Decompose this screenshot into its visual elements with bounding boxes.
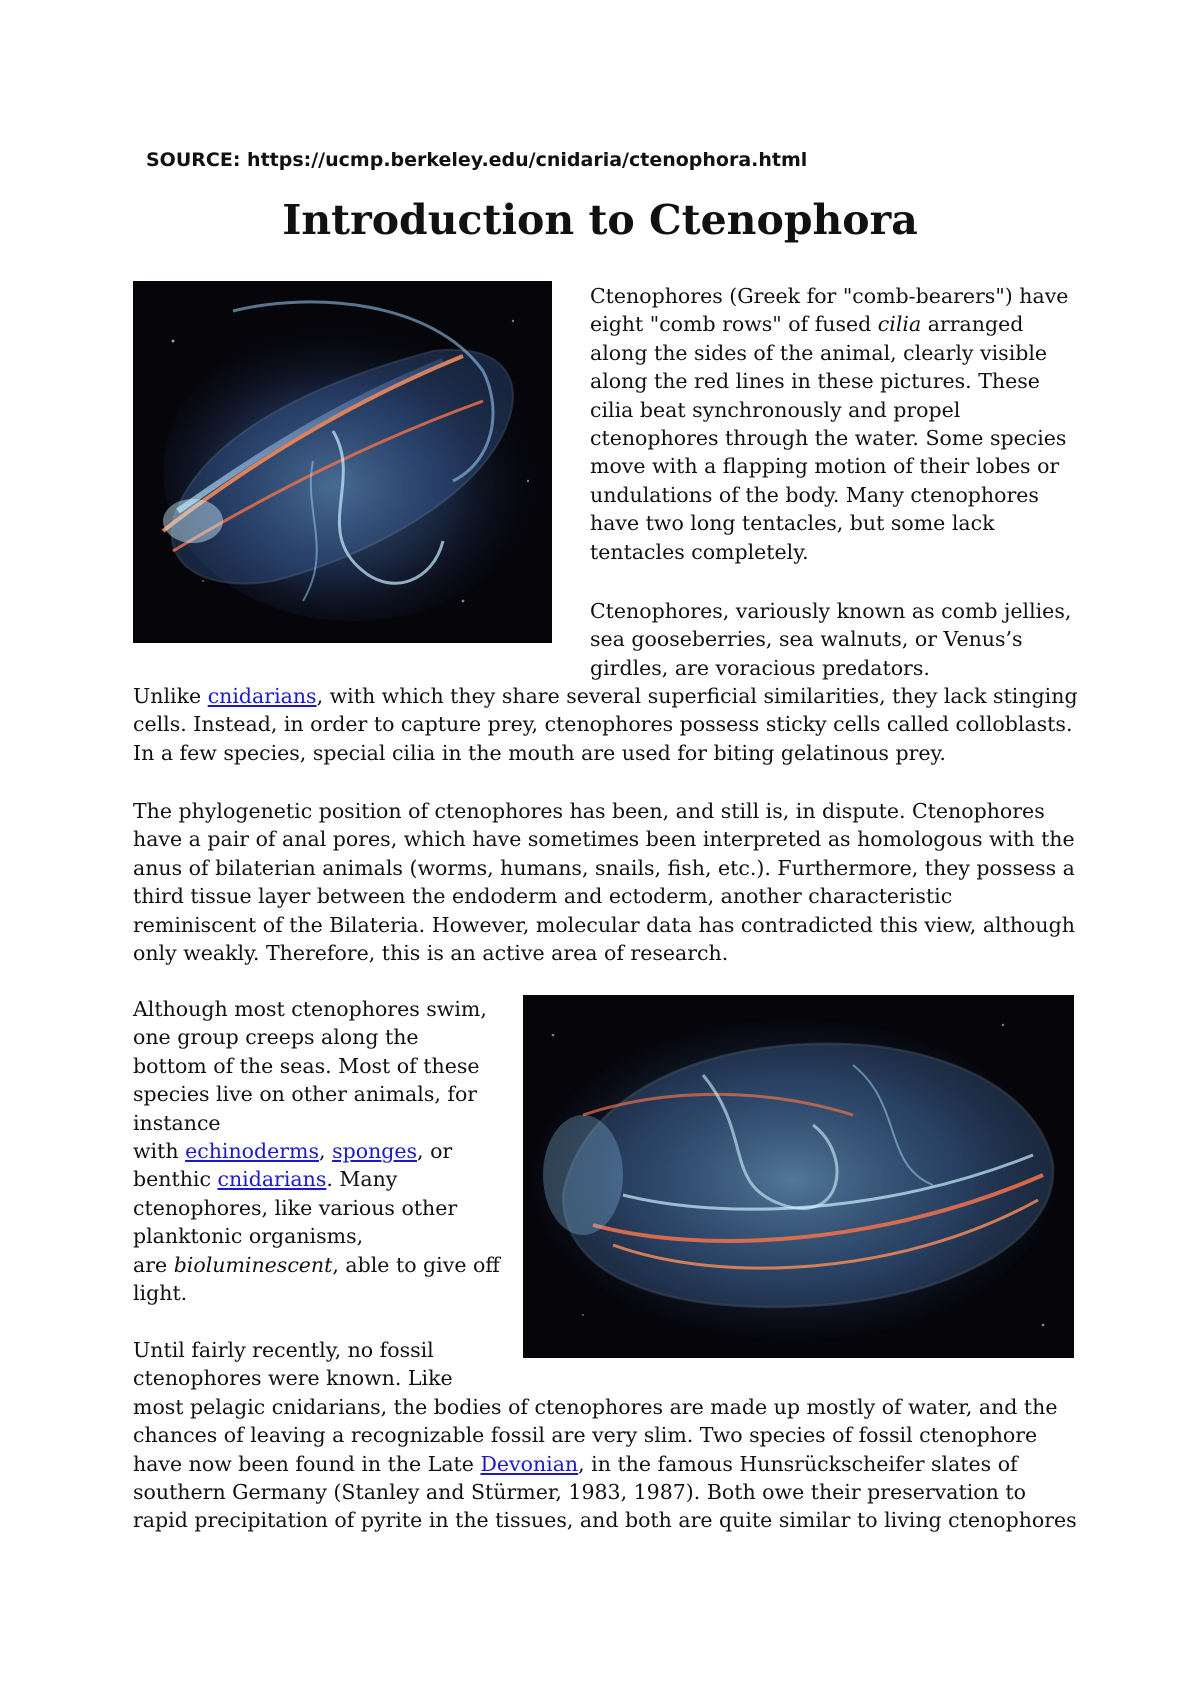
- text-line: Although most ctenophores swim,: [133, 997, 487, 1021]
- text-line: along the sides of the animal, clearly visible: [590, 340, 1048, 365]
- source-url: https://ucmp.berkeley.edu/cnidaria/ctenophora.html: [247, 149, 808, 171]
- text-line: along the red lines in these pictures. These: [590, 369, 1040, 394]
- text-line: light.: [133, 1281, 188, 1306]
- paragraph-intro: [590, 282, 1068, 566]
- text-line: ctenophores through the water. Some species: [590, 426, 1067, 451]
- echinoderms-link[interactable]: echinoderms: [185, 1139, 320, 1164]
- paragraph-phylogeny: [133, 797, 1075, 967]
- benthic-cnidarians-link[interactable]: cnidarians: [217, 1167, 327, 1192]
- ctenophore-photo-2: [523, 995, 1074, 1358]
- text-line: ctenophores, like various other: [133, 1195, 458, 1220]
- text-line: anus of bilaterian animals (worms, humans, snails, fish, etc.). Furthermore, they possess a: [133, 855, 1075, 880]
- text-line: sea gooseberries, sea walnuts, or Venus’s: [590, 627, 1023, 652]
- paragraph-predators: [590, 597, 1071, 682]
- text-line: one group creeps along the: [133, 1025, 419, 1050]
- text-line: rapid precipitation of pyrite in the tissues, and both are quite similar to living ctenophores: [133, 1508, 1077, 1533]
- text-line: most pelagic cnidarians, the bodies of ctenophores are made up mostly of water, and the: [133, 1394, 1058, 1419]
- sponges-link[interactable]: sponges: [332, 1139, 418, 1164]
- text-line: ctenophores were known. Like: [133, 1366, 453, 1391]
- text-line: tentacles completely.: [590, 539, 809, 564]
- text-line: cells. Instead, in order to capture prey, ctenophores possess sticky cells called colloblasts.: [133, 712, 1073, 737]
- text-line: have two long tentacles, but some lack: [590, 511, 995, 536]
- cilia-term: cilia: [877, 312, 922, 337]
- source-line: [146, 149, 807, 171]
- text-line: benthic cnidarians. Many: [133, 1167, 398, 1192]
- text-line: reminiscent of the Bilateria. However, molecular data has contradicted this view, although: [133, 912, 1075, 937]
- paragraph-predators-cont: [133, 682, 1078, 767]
- source-label: SOURCE:: [146, 149, 241, 171]
- text-line: move with a flapping motion of their lobes or: [590, 454, 1060, 479]
- text-line: Until fairly recently, no fossil: [133, 1338, 434, 1362]
- page-title: Introduction to Ctenophora: [282, 196, 918, 244]
- text-line: only weakly. Therefore, this is an active area of research.: [133, 941, 729, 966]
- text-line: third tissue layer between the endoderm and ectoderm, another characteristic: [133, 884, 953, 909]
- bioluminescent-term: bioluminescent: [173, 1252, 333, 1277]
- text-line: undulations of the body. Many ctenophores: [590, 482, 1039, 507]
- text-line: chances of leaving a recognizable fossil are very slim. Two species of fossil ctenophore: [133, 1423, 1038, 1448]
- text-line: are bioluminescent, able to give off: [133, 1252, 500, 1277]
- text-line: girdles, are voracious predators.: [590, 655, 930, 680]
- devonian-link[interactable]: Devonian: [480, 1451, 579, 1476]
- cnidarians-link[interactable]: cnidarians: [207, 684, 317, 708]
- text-line: with echinoderms, sponges, or: [133, 1139, 453, 1164]
- text-line: southern Germany (Stanley and Stürmer, 1983, 1987). Both owe their preservation to: [133, 1480, 1026, 1505]
- text-line: The phylogenetic position of ctenophores has been, and still is, in dispute. Ctenophores: [133, 799, 1045, 823]
- text-line: species live on other animals, for: [133, 1082, 478, 1107]
- text-line: Ctenophores (Greek for "comb-bearers") have: [590, 284, 1069, 308]
- text-line: eight "comb rows" of fused cilia arranged: [590, 312, 1024, 337]
- text-line: Ctenophores, variously known as comb jellies,: [590, 599, 1072, 623]
- text-line: bottom of the seas. Most of these: [133, 1053, 480, 1078]
- text-line: Unlike cnidarians, with which they share several superficial similarities, they lack stinging: [133, 684, 1078, 708]
- text-line: instance: [133, 1110, 221, 1135]
- paragraph-creeping: [133, 995, 500, 1307]
- paragraph-fossils: [133, 1336, 1077, 1535]
- text-line: In a few species, special cilia in the mouth are used for biting gelatinous prey.: [133, 740, 946, 765]
- text-line: have now been found in the Late Devonian, in the famous Hunsrückscheifer slates of: [133, 1451, 1018, 1476]
- text-line: planktonic organisms,: [133, 1224, 364, 1249]
- text-line: have a pair of anal pores, which have sometimes been interpreted as homologous with the: [133, 827, 1075, 852]
- ctenophore-photo-1: [133, 281, 552, 643]
- text-line: cilia beat synchronously and propel: [590, 397, 961, 422]
